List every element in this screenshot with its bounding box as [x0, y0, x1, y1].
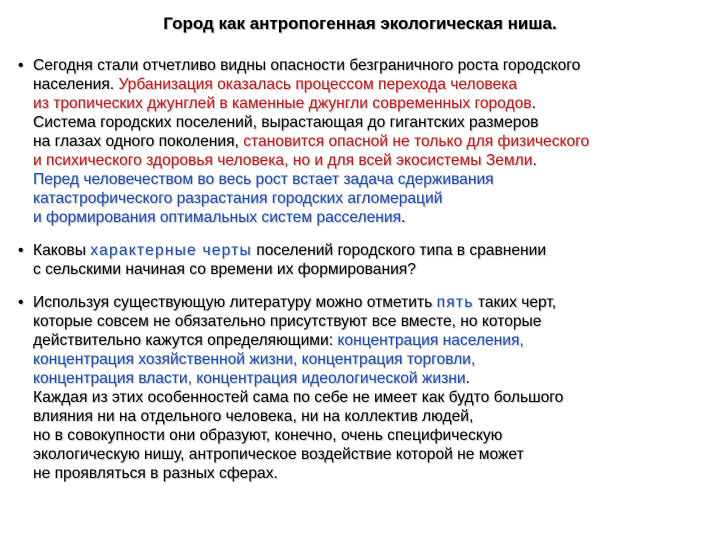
- text-line: [33, 189, 708, 208]
- text-line: [33, 464, 708, 483]
- highlight-blue: концентрация власти, концентрация идеологической жизни: [33, 370, 466, 387]
- highlight-red: становится опасной не только для физического: [243, 133, 590, 150]
- text-run: Каждая из этих особенностей сама по себе не имеет как будто большого: [33, 389, 564, 406]
- highlight-red: и психического здоровья человека, но и для всей экосистемы Земли: [33, 152, 533, 169]
- bullet-urbanization: [18, 56, 708, 227]
- text-run: таких черт,: [473, 294, 557, 311]
- text-run: которые совсем не обязательно присутствуют все вместе, но которые: [33, 313, 542, 330]
- text-run: с сельскими начиная со времени их формирования?: [33, 261, 416, 278]
- highlight-blue: концентрация населения,: [337, 332, 524, 349]
- text-run: поселений городского типа в сравнении: [251, 242, 547, 259]
- text-run: .: [531, 95, 536, 112]
- keyword-five: пять: [436, 294, 474, 311]
- text-run: не проявляться в разных сферах.: [33, 465, 278, 482]
- keyword-characteristic-features: характерные черты: [90, 242, 252, 259]
- text-run: .: [532, 152, 537, 169]
- bullet-five-features: [18, 293, 708, 483]
- text-run: на глазах одного поколения,: [33, 133, 244, 150]
- text-line: [33, 208, 708, 227]
- text-line: [33, 241, 708, 260]
- bullet-dot-icon: •: [18, 57, 24, 74]
- bullet-characteristics-question: [18, 241, 708, 279]
- text-run: действительно кажутся определяющими:: [33, 332, 338, 349]
- text-line: [33, 75, 708, 94]
- text-line: [33, 426, 708, 445]
- text-run: Используя существующую литературу можно отметить: [33, 294, 437, 311]
- highlight-blue: Перед человечеством во весь рост встает задача сдерживания: [33, 171, 494, 188]
- highlight-blue: и формирования оптимальных систем расселения: [33, 209, 402, 226]
- text-line: [33, 293, 708, 312]
- text-line: [33, 407, 708, 426]
- highlight-red: из тропических джунглей в каменные джунгли современных городов: [33, 95, 532, 112]
- text-line: [33, 94, 708, 113]
- text-run: Сегодня стали отчетливо видны опасности безграничного роста городского: [33, 57, 581, 74]
- bullet-dot-icon: •: [18, 294, 24, 311]
- text-line: [33, 312, 708, 331]
- text-run: .: [401, 209, 406, 226]
- text-line: [33, 260, 708, 279]
- text-run: населения.: [33, 76, 119, 93]
- text-run: Система городских поселений, вырастающая до гигантских размеров: [33, 114, 539, 131]
- text-run: экологическую нишу, антропическое воздействие которой не может: [33, 446, 524, 463]
- highlight-red: Урбанизация оказалась процессом перехода человека: [118, 76, 518, 93]
- text-line: [33, 113, 708, 132]
- slide-title: Город как антропогенная экологическая ниша.: [163, 14, 557, 33]
- text-line: [33, 170, 708, 189]
- text-run: .: [465, 370, 470, 387]
- text-run: Каковы: [33, 242, 91, 259]
- text-run: влияния ни на отдельного человека, ни на коллектив людей,: [33, 408, 474, 425]
- text-line: [33, 350, 708, 369]
- bullet-list: [18, 56, 708, 483]
- text-line: [33, 445, 708, 464]
- highlight-blue: катастрофического разрастания городских агломераций: [33, 190, 443, 207]
- highlight-blue: концентрация хозяйственной жизни, концентрация торговли,: [33, 351, 476, 368]
- text-run: но в совокупности они образуют, конечно, очень специфическую: [33, 427, 503, 444]
- text-line: [33, 132, 708, 151]
- text-line: [33, 56, 708, 75]
- text-line: [33, 331, 708, 350]
- text-line: [33, 151, 708, 170]
- text-line: [33, 388, 708, 407]
- bullet-dot-icon: •: [18, 242, 24, 259]
- text-line: [33, 369, 708, 388]
